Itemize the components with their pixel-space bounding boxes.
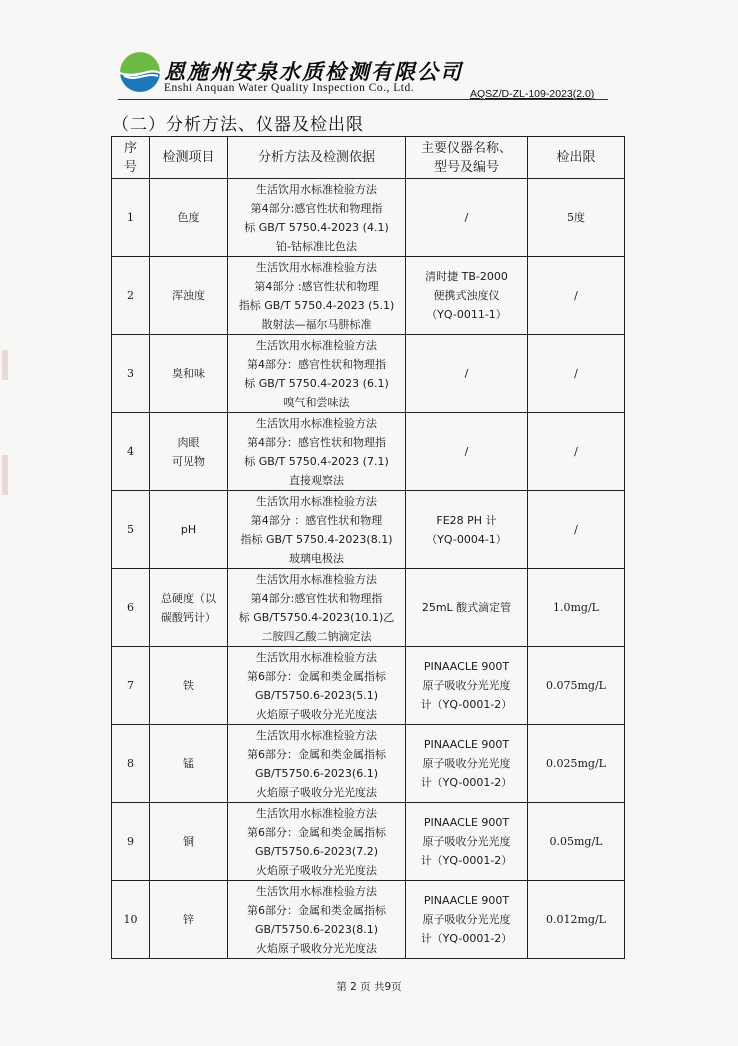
method-line: 第4部分 :感官性状和物理: [254, 279, 379, 293]
row-test-item: pH: [150, 491, 228, 569]
header-test-item: 检测项目: [150, 137, 228, 179]
instrument-line: FE28 PH 计: [436, 513, 497, 527]
page-footer: 第 2 页 共9页: [336, 981, 402, 993]
instrument-line: 计（YQ-0001-2）: [420, 698, 513, 711]
method-line: 第4部分：感官性状和物理指: [247, 357, 386, 371]
row-test-item: 总硬度（以 碳酸钙计）: [150, 569, 228, 647]
row-instrument: [406, 803, 528, 881]
row-instrument: [406, 725, 528, 803]
row-serial-no: 5: [112, 491, 150, 569]
instrument-line: 原子吸收分光光度: [422, 913, 511, 926]
row-method: [228, 257, 406, 335]
row-serial-no: 2: [112, 257, 150, 335]
company-name-en: Enshi Anquan Water Quality Inspection Co., Ltd.: [164, 82, 415, 94]
table-body: [112, 179, 625, 959]
table-row: [112, 725, 625, 803]
scan-edge-mark: [2, 350, 8, 380]
method-line: 第4部分:感官性状和物理指: [250, 591, 383, 605]
row-serial-no: 7: [112, 647, 150, 725]
method-line: GB/T5750.6-2023(5.1): [254, 688, 379, 702]
row-serial-no: 9: [112, 803, 150, 881]
method-line: 标 GB/T 5750.4-2023 (7.1): [244, 454, 389, 468]
instrument-line: （YQ-0011-1）: [426, 308, 507, 321]
company-name-cn: 恩施州安泉水质检测有限公司: [164, 60, 463, 84]
row-detection-limit: /: [528, 335, 625, 413]
row-detection-limit: 0.05mg/L: [528, 803, 625, 881]
row-detection-limit: /: [528, 257, 625, 335]
row-method: [228, 569, 406, 647]
water-drop-logo-icon: [120, 52, 160, 92]
row-instrument: [406, 647, 528, 725]
instrument-line: 清时捷 TB-2000: [425, 270, 508, 283]
row-serial-no: 4: [112, 413, 150, 491]
row-test-item: 浑浊度: [150, 257, 228, 335]
method-line: GB/T5750.6-2023(7.2): [254, 844, 379, 858]
table-row: [112, 569, 625, 647]
row-instrument: [406, 569, 528, 647]
method-line: 火焰原子吸收分光光度法: [256, 941, 377, 955]
method-line: 火焰原子吸收分光光度法: [256, 707, 377, 721]
method-line: 第4部分：感官性状和物理指: [247, 435, 386, 449]
row-test-item: 肉眼 可见物: [150, 413, 228, 491]
instrument-line: （YQ-0004-1）: [426, 532, 507, 546]
method-line: 二胺四乙酸二钠滴定法: [261, 629, 372, 643]
row-detection-limit: 0.012mg/L: [528, 881, 625, 959]
method-line: GB/T5750.6-2023(8.1): [254, 922, 379, 936]
row-method: [228, 647, 406, 725]
method-line: 嗅气和尝味法: [283, 395, 350, 409]
row-serial-no: 3: [112, 335, 150, 413]
instrument-line: 原子吸收分光光度: [422, 679, 511, 692]
table-header-row: [112, 137, 625, 179]
row-instrument: [406, 881, 528, 959]
method-line: 生活饮用水标准检验方法: [256, 494, 377, 508]
row-detection-limit: /: [528, 413, 625, 491]
method-line: 生活饮用水标准检验方法: [256, 572, 377, 586]
method-line: 指标 GB/T 5750.4-2023 (5.1): [238, 298, 395, 312]
method-line: 火焰原子吸收分光光度法: [256, 785, 377, 799]
row-test-item: 锰: [150, 725, 228, 803]
row-detection-limit: 5度: [528, 179, 625, 257]
instrument-line: 便携式浊度仪: [433, 289, 500, 302]
instrument-line: 计（YQ-0001-2）: [420, 776, 513, 789]
row-method: [228, 179, 406, 257]
method-line: 生活饮用水标准检验方法: [256, 338, 377, 352]
header-instrument: 主要仪器名称、 型号及编号: [406, 137, 528, 179]
row-serial-no: 8: [112, 725, 150, 803]
instrument-line: 计（YQ-0001-2）: [420, 932, 513, 945]
row-detection-limit: 0.075mg/L: [528, 647, 625, 725]
method-line: 标 GB/T 5750.4-2023 (6.1): [244, 376, 389, 390]
scan-edge-mark: [2, 455, 8, 495]
document-code: AQSZ/D-ZL-109-2023(2.0): [470, 88, 595, 100]
method-line: 标 GB/T5750.4-2023(10.1)乙: [238, 610, 395, 624]
instrument-line: 原子吸收分光光度: [422, 835, 511, 848]
method-line: 火焰原子吸收分光光度法: [256, 863, 377, 877]
method-line: 生活饮用水标准检验方法: [256, 728, 377, 742]
header-divider: [118, 99, 608, 100]
header-method: 分析方法及检测依据: [228, 137, 406, 179]
row-method: [228, 491, 406, 569]
table-row: [112, 803, 625, 881]
table-row: [112, 179, 625, 257]
table-row: [112, 413, 625, 491]
method-line: 玻璃电极法: [289, 551, 344, 565]
row-method: [228, 803, 406, 881]
instrument-line: 原子吸收分光光度: [422, 757, 511, 770]
method-line: GB/T5750.6-2023(6.1): [254, 766, 379, 780]
method-line: 直接观察法: [289, 473, 344, 487]
method-line: 散射法—福尔马肼标准: [261, 317, 372, 331]
row-instrument: [406, 413, 528, 491]
method-line: 第4部分:感官性状和物理指: [250, 201, 383, 215]
row-detection-limit: /: [528, 491, 625, 569]
instrument-line: /: [464, 367, 469, 380]
table-row: [112, 335, 625, 413]
row-serial-no: 1: [112, 179, 150, 257]
row-serial-no: 6: [112, 569, 150, 647]
row-test-item: 铜: [150, 803, 228, 881]
row-test-item: 色度: [150, 179, 228, 257]
method-line: 生活饮用水标准检验方法: [256, 884, 377, 898]
method-line: 生活饮用水标准检验方法: [256, 416, 377, 430]
method-line: 第4部分 ：感官性状和物理: [250, 513, 383, 527]
method-line: 标 GB/T 5750.4-2023 (4.1): [244, 220, 389, 234]
method-line: 第6部分：金属和类金属指标: [247, 747, 386, 761]
instrument-line: 计（YQ-0001-2）: [420, 854, 513, 867]
row-instrument: [406, 491, 528, 569]
row-method: [228, 725, 406, 803]
row-detection-limit: 0.025mg/L: [528, 725, 625, 803]
analysis-methods-table: [111, 136, 625, 959]
header-serial-no: 序 号: [112, 137, 150, 179]
row-instrument: [406, 257, 528, 335]
method-line: 生活饮用水标准检验方法: [256, 182, 377, 196]
method-line: 生活饮用水标准检验方法: [256, 650, 377, 664]
instrument-line: 25mL 酸式滴定管: [421, 601, 512, 614]
row-test-item: 铁: [150, 647, 228, 725]
method-line: 指标 GB/T 5750.4-2023(8.1): [240, 532, 393, 546]
row-serial-no: 10: [112, 881, 150, 959]
header-detection-limit: 检出限: [528, 137, 625, 179]
instrument-line: PINAACLE 900T: [423, 660, 510, 673]
row-test-item: 锌: [150, 881, 228, 959]
table-row: [112, 491, 625, 569]
instrument-line: PINAACLE 900T: [423, 894, 510, 907]
instrument-line: PINAACLE 900T: [423, 738, 510, 751]
instrument-line: PINAACLE 900T: [423, 816, 510, 829]
row-method: [228, 413, 406, 491]
row-detection-limit: 1.0mg/L: [528, 569, 625, 647]
instrument-line: /: [464, 445, 469, 458]
instrument-line: /: [464, 211, 469, 224]
table-row: [112, 257, 625, 335]
row-test-item: 臭和味: [150, 335, 228, 413]
section-title: （二）分析方法、仪器及检出限: [112, 115, 364, 135]
method-line: 生活饮用水标准检验方法: [256, 806, 377, 820]
method-line: 生活饮用水标准检验方法: [256, 260, 377, 274]
row-method: [228, 881, 406, 959]
table-row: [112, 881, 625, 959]
row-instrument: [406, 335, 528, 413]
row-method: [228, 335, 406, 413]
method-line: 第6部分：金属和类金属指标: [247, 903, 386, 917]
row-instrument: [406, 179, 528, 257]
method-line: 铂-钴标准比色法: [276, 239, 357, 253]
method-line: 第6部分：金属和类金属指标: [247, 669, 386, 683]
table-row: [112, 647, 625, 725]
method-line: 第6部分：金属和类金属指标: [247, 825, 386, 839]
